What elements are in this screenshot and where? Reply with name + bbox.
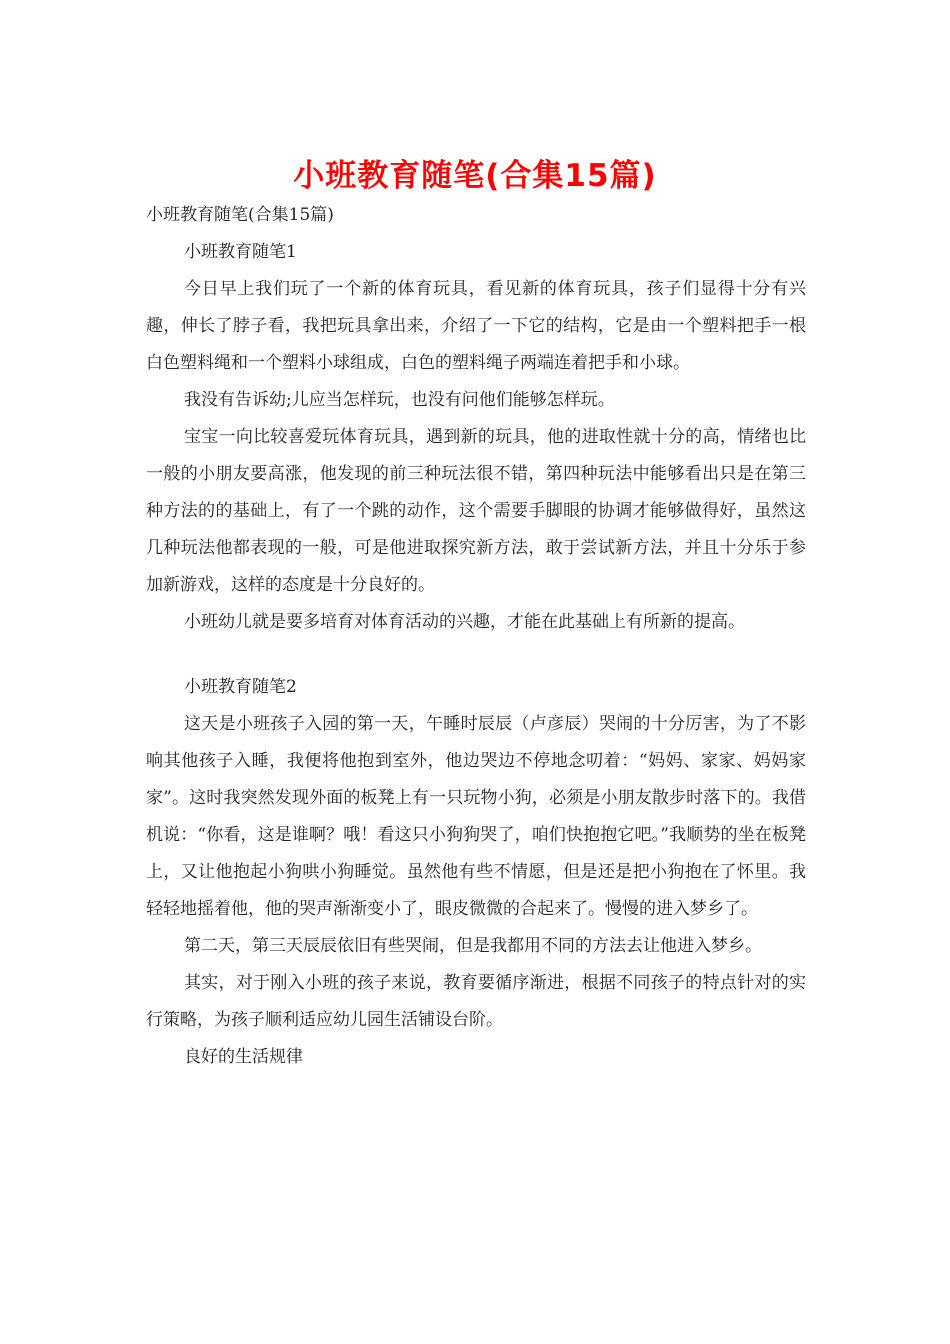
section-heading: 小班教育随笔2	[184, 677, 297, 697]
paragraph: 小班幼儿就是要多培育对体育活动的兴趣，才能在此基础上有所新的提高。	[184, 612, 745, 632]
section-spacer	[146, 641, 806, 669]
paragraph: 我没有告诉幼;儿应当怎样玩，也没有问他们能够怎样玩。	[184, 390, 615, 410]
document-title: 小班教育随笔(合集15篇)	[293, 158, 657, 194]
document-body	[146, 197, 806, 1076]
paragraph: 这天是小班孩子入园的第一天，午睡时辰辰（卢彦辰）哭闹的十分厉害，为了不影响其他孩子入睡，我便将他抱到室外，他边哭边不停地念叨着：“妈妈、家家、妈妈家家”。这时我突然发现外面的板凳上有一只玩物小狗，必须是小朋友散步时落下的。我借机说：“你看，这是谁啊？哦！看这只小狗狗哭了，咱们快抱抱它吧。”我顺势的坐在板凳上，又让他抱起小狗哄小狗睡觉。虽然他有些不情愿，但是还是把小狗抱在了怀里。我轻轻地摇着他，他的哭声渐渐变小了，眼皮微微的合起来了。慢慢的进入梦乡了。	[146, 714, 806, 919]
paragraph: 良好的生活规律	[184, 1047, 303, 1067]
paragraph: 今日早上我们玩了一个新的体育玩具，看见新的体育玩具，孩子们显得十分有兴趣，伸长了脖子看，我把玩具拿出来，介绍了一下它的结构，它是由一个塑料把手一根白色塑料绳和一个塑料小球组成，白色的塑料绳子两端连着把手和小球。	[146, 279, 806, 373]
paragraph: 第二天，第三天辰辰依旧有些哭闹，但是我都用不同的方法去让他进入梦乡。	[184, 936, 762, 956]
paragraph: 其实，对于刚入小班的孩子来说，教育要循序渐进，根据不同孩子的特点针对的实行策略，为孩子顺利适应幼儿园生活铺设台阶。	[146, 973, 806, 1030]
section-heading: 小班教育随笔1	[184, 242, 297, 262]
paragraph: 宝宝一向比较喜爱玩体育玩具，遇到新的玩具，他的进取性就十分的高，情绪也比一般的小朋友要高涨，他发现的前三种玩法很不错，第四种玩法中能够看出只是在第三种方法的的基础上，有了一个跳的动作，这个需要手脚眼的协调才能够做得好，虽然这几种玩法他都表现的一般，可是他进取探究新方法，敢于尝试新方法，并且十分乐于参加新游戏，这样的态度是十分良好的。	[146, 427, 806, 595]
document-subtitle: 小班教育随笔(合集15篇)	[146, 205, 334, 225]
